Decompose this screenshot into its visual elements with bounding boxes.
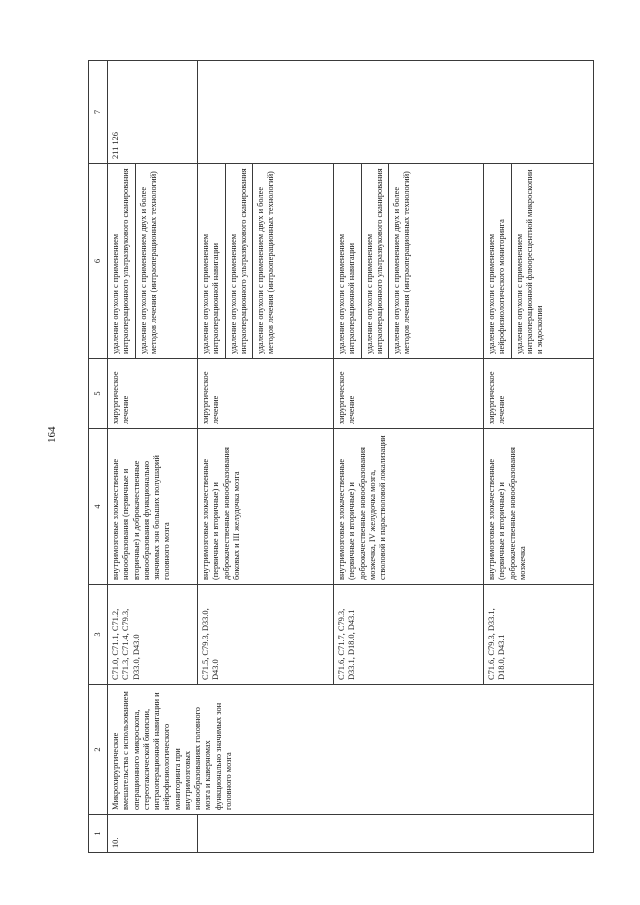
diagnosis-codes: C71.6, C71.7, C79.3, D33.1, D18.0, D43.1	[334, 585, 484, 685]
row-number: 10.	[108, 815, 198, 853]
medical-care-table	[88, 60, 594, 853]
methods-cell	[108, 164, 198, 359]
methods-cell	[484, 164, 594, 359]
methods-cell	[198, 164, 334, 359]
table-row	[108, 61, 198, 853]
method-item: удаление опухоли с применением интраоперационной флюоресцентной микроскопии и эндоскопии	[514, 169, 544, 354]
diagnosis-codes: C71.0, C71.1, C71.2, C71.3, C71.4, C79.3, D33.0, D43.0	[108, 585, 198, 685]
header-row	[89, 61, 108, 853]
method-item: удаление опухоли с применением нейрофизиологического мониторинга	[484, 164, 512, 358]
patient-model: внутримозговые злокачественные (первичные и вторичные) и доброкачественные новообразования мозжечка, IV желудочка мозга, стволовой и парастволовой локализации	[334, 429, 484, 585]
row-number-continuation	[484, 815, 594, 853]
row-number-continuation	[334, 815, 484, 853]
diagnosis-codes: C71.6, C79.3, D33.1, D18.0, D43.1	[484, 585, 594, 685]
header-col-2: 2	[89, 685, 108, 815]
header-col-1: 1	[89, 815, 108, 853]
header-col-4: 4	[89, 429, 108, 585]
diagnosis-codes: C71.5, C79.3, D33.0, D43.0	[198, 585, 334, 685]
rotated-table-container	[88, 61, 602, 853]
treatment-type: хирургическое лечение	[108, 359, 198, 429]
method-item: удаление опухоли с применением двух и более методов лечения (интраоперационных технологий)	[392, 171, 412, 354]
price: 211 126	[108, 61, 198, 164]
header-col-6: 6	[89, 164, 108, 359]
page-number: 164	[46, 426, 58, 443]
group-name: Микрохирургические вмешательства с использованием операционного микроскопа, стереотаксической биопсии, интраоперационной навигации и нейрофизиологического мониторинга при внутримозговых новообразованиях головного мозга и каверномах функционально значимых зон головного мозга	[108, 685, 334, 815]
method-item: удаление опухоли с применением интраоперационной навигации	[198, 164, 226, 358]
table-row	[334, 61, 484, 853]
patient-model: внутримозговые злокачественные (первичные и вторичные) и доброкачественные новообразования мозжечка	[484, 429, 594, 585]
table-row	[484, 61, 594, 853]
methods-cell	[334, 164, 484, 359]
header-col-3: 3	[89, 585, 108, 685]
method-item: удаление опухоли с применением двух и более методов лечения (интраоперационных технологий)	[256, 171, 276, 354]
patient-model: внутримозговые злокачественные новообразования (первичные и вторичные) и доброкачественные новообразования функционально значимых зон больших полушарий головного мозга	[108, 429, 198, 585]
method-item: удаление опухоли с применением интраоперационной навигации	[334, 164, 362, 358]
row-number-continuation	[198, 815, 334, 853]
method-item: удаление опухоли с применением интраоперационного ультразвукового сканирования	[362, 164, 390, 358]
header-col-7: 7	[89, 61, 108, 164]
group-name-continuation	[334, 685, 484, 815]
header-col-5: 5	[89, 359, 108, 429]
price-continuation	[484, 61, 594, 164]
method-item: удаление опухоли с применением двух и более методов лечения (интраоперационных технологий)	[138, 171, 158, 354]
price-continuation	[198, 61, 334, 164]
treatment-type: хирургическое лечение	[198, 359, 334, 429]
method-item: удаление опухоли с применением интраоперационного ультразвукового сканирования	[108, 164, 136, 358]
treatment-type: хирургическое лечение	[334, 359, 484, 429]
group-name-continuation	[484, 685, 594, 815]
patient-model: внутримозговые злокачественные (первичные и вторичные) и доброкачественные новообразования боковых и III желудочка мозга	[198, 429, 334, 585]
treatment-type: хирургическое лечение	[484, 359, 594, 429]
method-item: удаление опухоли с применением интраоперационного ультразвукового сканирования	[226, 164, 254, 358]
price-continuation	[334, 61, 484, 164]
